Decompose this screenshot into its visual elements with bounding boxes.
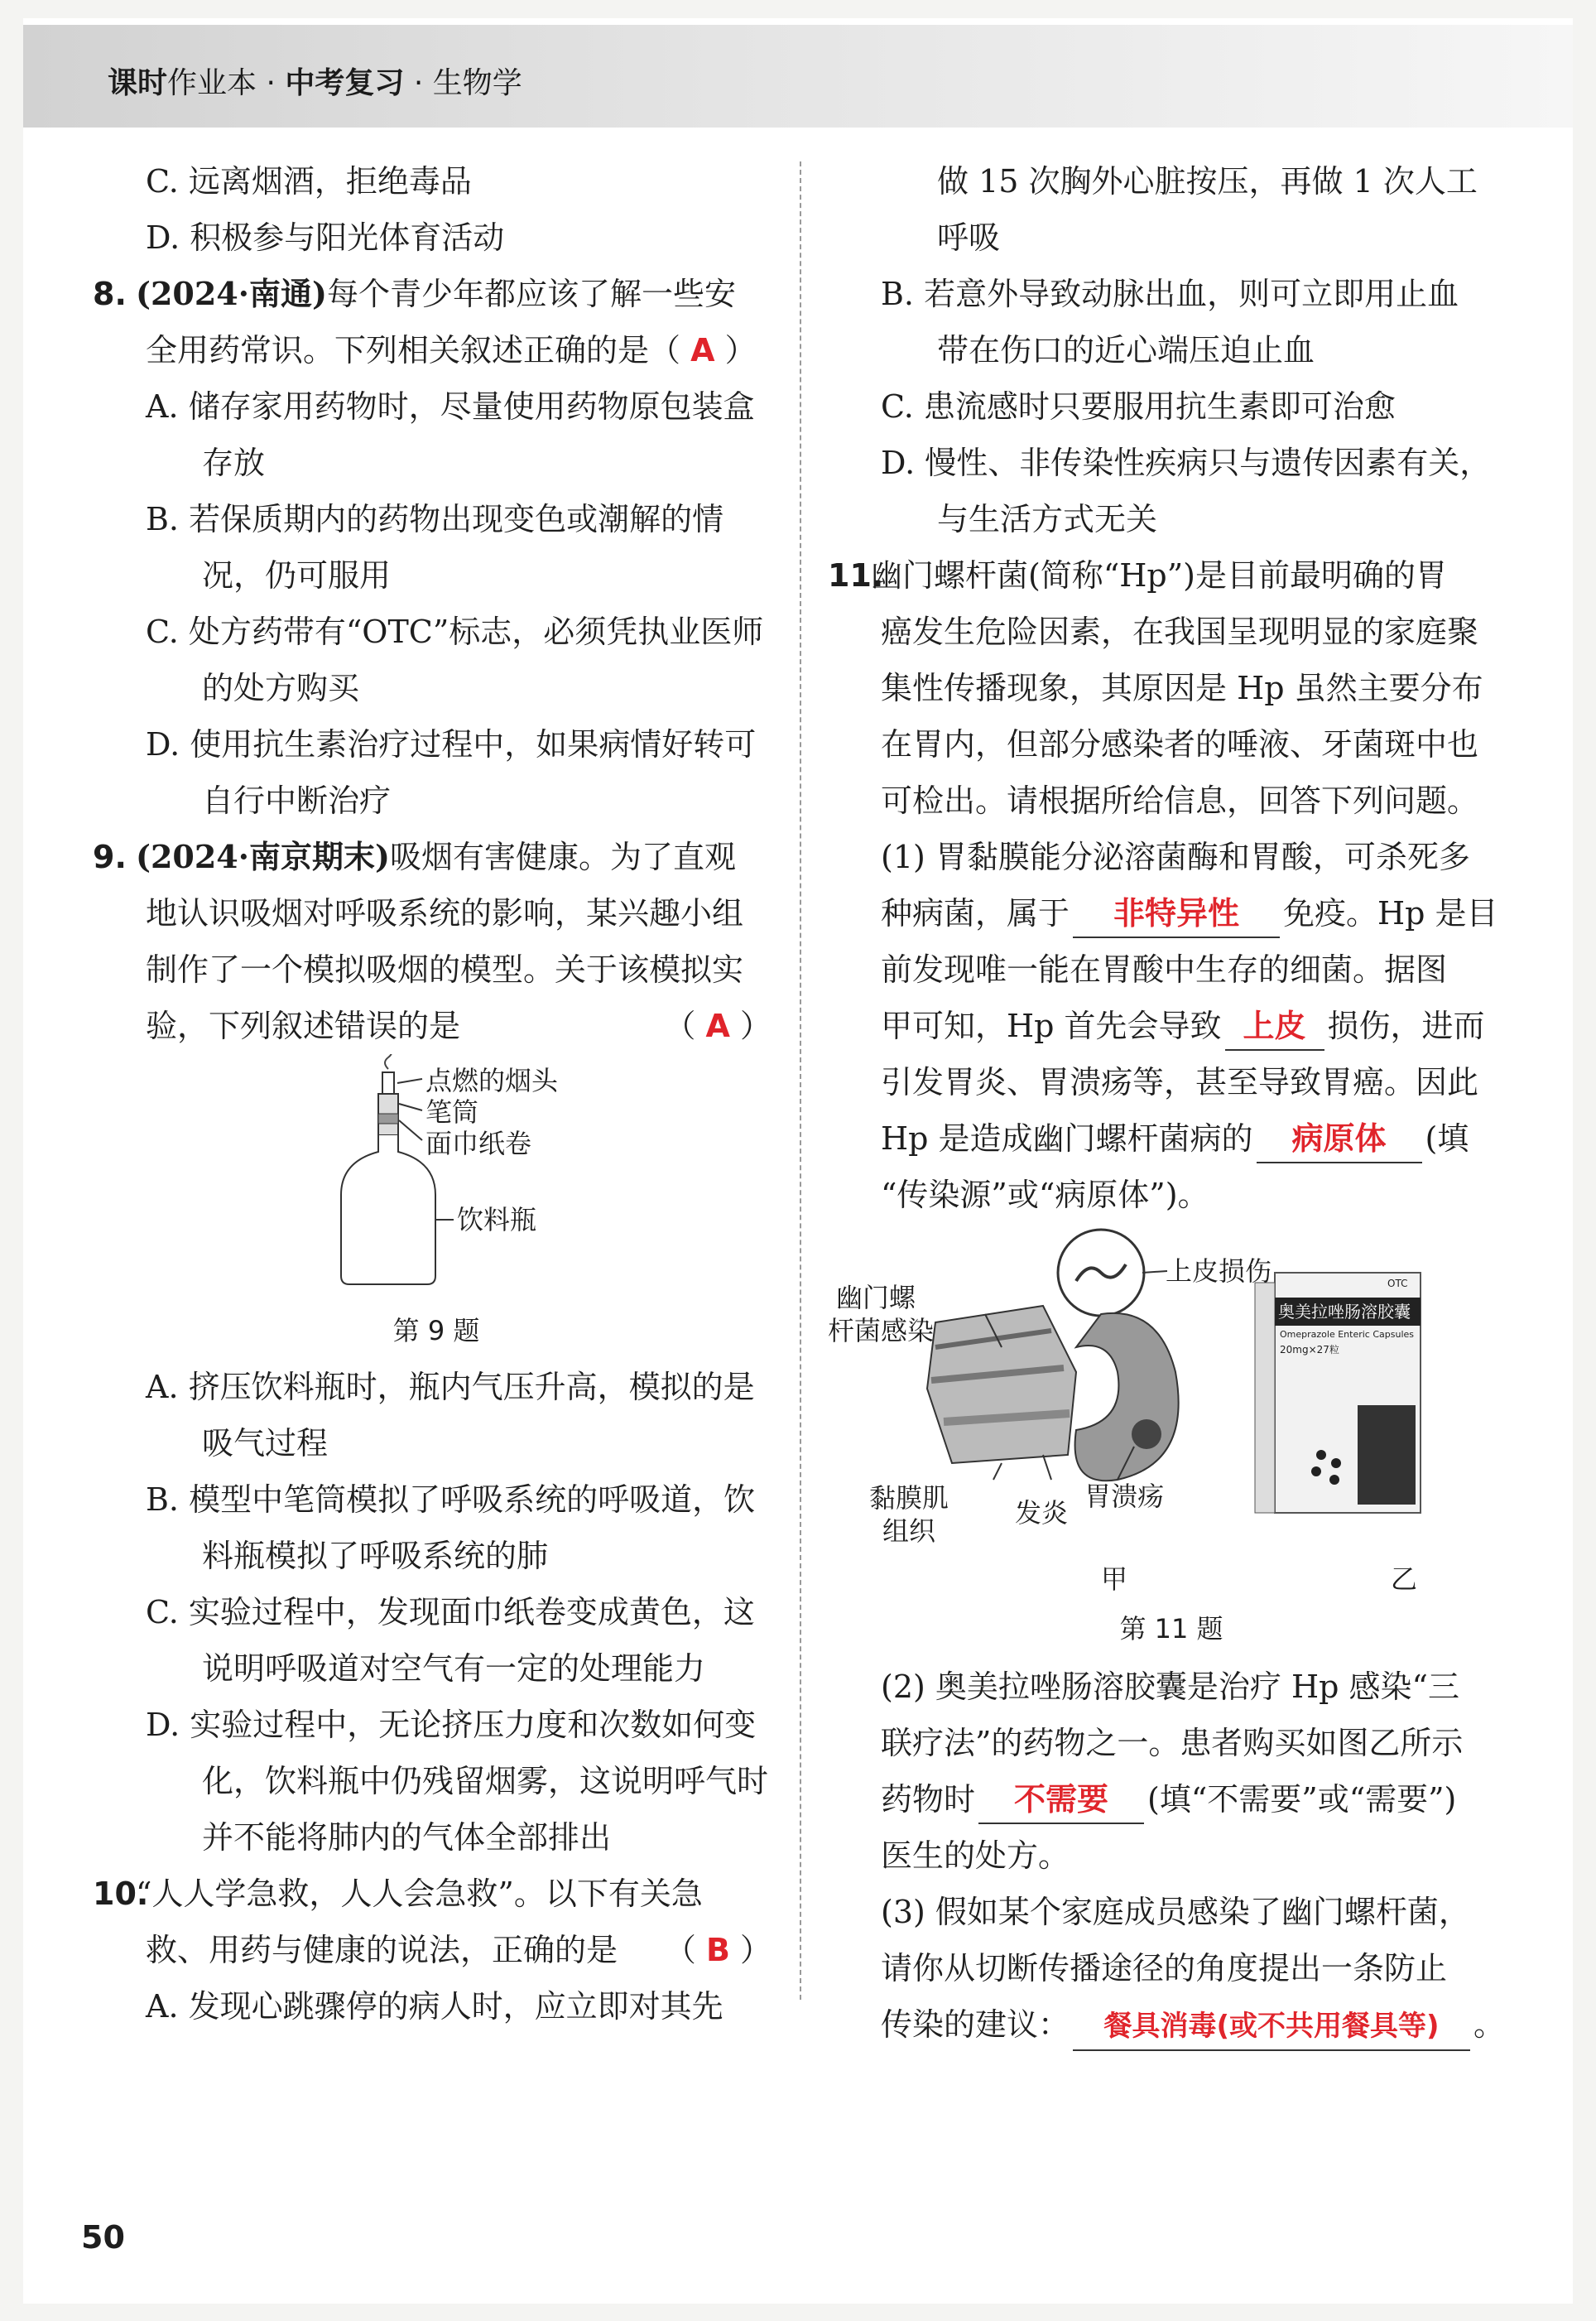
q11-stem1: 幽门螺杆菌(简称“Hp”)是目前最明确的胃 xyxy=(871,557,1447,594)
q11-stem-line1 xyxy=(828,547,1515,604)
stomach-icon xyxy=(1075,1313,1179,1481)
q10-stem-line1 xyxy=(93,1866,780,1922)
q9-figure xyxy=(93,1054,780,1303)
ulcer-spot-icon xyxy=(1132,1419,1161,1449)
header-title xyxy=(108,60,522,102)
label-drink-bottle: 饮料瓶 xyxy=(457,1204,537,1235)
header-sep: · xyxy=(266,66,276,100)
q9-answer: A xyxy=(705,1008,730,1044)
q9-number: 9. xyxy=(93,839,127,875)
label-gastric-ulcer: 胃溃疡 xyxy=(1084,1481,1165,1512)
q10-stem-line2 xyxy=(93,1922,780,1978)
q11-part3-line1: (3) 假如某个家庭成员感染了幽门螺杆菌， xyxy=(881,1894,1470,1930)
q11-p1-text: 损伤，进而 xyxy=(1327,1008,1485,1044)
q10-option-b: B. 若意外导致动脉出血，则可立即用止血 xyxy=(881,276,1459,312)
q11-stem5: 可检出。请根据所给信息，回答下列问题。 xyxy=(881,782,1479,819)
smoke-icon xyxy=(385,1054,392,1069)
q8-option-a-cont: 存放 xyxy=(202,445,266,481)
q10-option-b-cont: 带在伤口的近心端压迫止血 xyxy=(937,332,1315,368)
q10-number: 10. xyxy=(93,1876,149,1912)
label-hp-infection: 幽门螺 xyxy=(836,1282,916,1313)
q11-stem3: 集性传播现象，其原因是 Hp 虽然主要分布 xyxy=(881,670,1483,706)
q11-p1-text: (填 xyxy=(1425,1120,1469,1157)
q9-option-b-cont: 料瓶模拟了呼吸系统的肺 xyxy=(202,1538,549,1574)
q11-answer-pathogen: 病原体 xyxy=(1257,1115,1422,1163)
q8-stem1: 每个青少年都应该了解一些安 xyxy=(326,276,736,312)
q9-option-d-cont: 化，饮料瓶中仍残留烟雾，这说明呼气时 xyxy=(202,1763,769,1799)
q10-answer: B xyxy=(705,1932,730,1968)
q9-option-a-cont: 吸气过程 xyxy=(202,1425,329,1461)
q11-part1-line7: “传染源”或“病原体”)。 xyxy=(881,1177,1209,1213)
q11-part1-line4 xyxy=(828,998,1515,1054)
q10-option-a-cont2: 呼吸 xyxy=(937,219,1001,256)
q11-part1-line6 xyxy=(828,1110,1515,1167)
q11-part1-line5: 引发胃炎、胃溃疡等，甚至导致胃癌。因此 xyxy=(881,1064,1479,1100)
q11-figure-caption: 第 11 题 xyxy=(1119,1613,1223,1644)
label-tissue: 组织 xyxy=(882,1515,936,1547)
header-section: 中考复习 xyxy=(285,66,405,100)
q10-option-a-cont: 做 15 次胸外心脏按压，再做 1 次人工 xyxy=(937,163,1478,200)
q9-stem4: 验，下列叙述错误的是 xyxy=(146,1008,461,1044)
box-title-text: 奥美拉唑肠溶胶囊 xyxy=(1278,1302,1411,1322)
q8-option-d: D. 使用抗生素治疗过程中，如果病情好转可 xyxy=(146,726,757,763)
q11-part2-line1: (2) 奥美拉唑肠溶胶囊是治疗 Hp 感染“三 xyxy=(881,1669,1459,1705)
brand-rest: 作业本 xyxy=(167,66,257,100)
label-hp-infection-2: 杆菌感染 xyxy=(828,1315,935,1346)
q9-stem3: 制作了一个模拟吸烟的模型。关于该模拟实 xyxy=(146,951,744,988)
q9-stem-line1 xyxy=(93,829,780,885)
q8-option-a: A. 储存家用药物时，尽量使用药物原包装盒 xyxy=(146,388,755,425)
q11-part2-line4: 医生的处方。 xyxy=(881,1837,1070,1874)
q10-stem2: 救、用药与健康的说法，正确的是 xyxy=(146,1932,618,1968)
q8-source: (2024·南通) xyxy=(136,275,327,312)
q11-p3-text: 传染的建议： xyxy=(881,2006,1070,2043)
q9-source: (2024·南京期末) xyxy=(136,838,390,875)
q9-option-b: B. 模型中笔筒模拟了呼吸系统的呼吸道，饮 xyxy=(146,1481,756,1518)
q10-option-d: D. 慢性、非传染性疾病只与遗传因素有关， xyxy=(881,445,1492,481)
box-count-text: 20mg×27粒 xyxy=(1280,1344,1339,1356)
q9-stem2: 地认识吸烟对呼吸系统的影响，某兴趣小组 xyxy=(146,895,744,932)
page-number: 50 xyxy=(81,2219,125,2256)
q8-stem2: 全用药常识。下列相关叙述正确的是 xyxy=(146,332,650,368)
q10-option-c: C. 患流感时只要服用抗生素即可治愈 xyxy=(881,388,1396,425)
q10-stem1: “人人学急救，人人会急救”。以下有关急 xyxy=(136,1876,703,1912)
label-tissue-roll: 面巾纸卷 xyxy=(425,1128,532,1159)
label-inflammation: 发炎 xyxy=(1015,1497,1069,1529)
q9-option-a: A. 挤压饮料瓶时，瓶内气压升高，模拟的是 xyxy=(146,1369,755,1405)
q9-stem-line4 xyxy=(93,998,780,1054)
q11-p1-text: Hp 是造成幽门螺杆菌病的 xyxy=(881,1120,1253,1157)
q11-number: 11. xyxy=(828,557,884,594)
q11-p1-text: 甲可知，Hp 首先会导致 xyxy=(881,1008,1222,1044)
label-mucosa-muscle: 黏膜肌 xyxy=(869,1482,949,1514)
q11-figure xyxy=(828,1223,1515,1612)
q8-number: 8. xyxy=(93,276,127,312)
q10-option-d-cont: 与生活方式无关 xyxy=(937,501,1158,537)
q11-answer-nonspecific: 非特异性 xyxy=(1073,890,1280,938)
q7-option-d: D. 积极参与阳光体育活动 xyxy=(146,219,505,256)
header-subject: 生物学 xyxy=(432,66,522,100)
q9-figure-caption: 第 9 题 xyxy=(392,1315,480,1346)
q9-stem1: 吸烟有害健康。为了直观 xyxy=(389,839,736,875)
brand-bold: 课时 xyxy=(108,66,168,100)
q11-p2-text: (填“不需要”或“需要”) xyxy=(1147,1781,1457,1818)
q11-stem2: 癌发生危险因素，在我国呈现明显的家庭聚 xyxy=(881,614,1479,650)
box-subtitle-text: Omeprazole Enteric Capsules xyxy=(1280,1329,1414,1340)
tissue-roll-icon xyxy=(378,1114,398,1124)
q10-option-a: A. 发现心跳骤停的病人时，应立即对其先 xyxy=(146,1988,723,2025)
q11-part3-line2: 请你从切断传播途径的角度提出一条防止 xyxy=(881,1950,1448,1986)
column-divider xyxy=(800,161,801,2000)
bottle-icon xyxy=(341,1135,435,1284)
box-otc-mark: OTC xyxy=(1387,1278,1408,1289)
q8-option-d-cont: 自行中断治疗 xyxy=(202,782,392,819)
q11-part1-line2 xyxy=(828,885,1515,941)
q7-option-c: C. 远离烟酒，拒绝毒品 xyxy=(146,163,472,200)
q11-p1-text: 免疫。Hp 是目 xyxy=(1283,895,1498,932)
q9-option-d: D. 实验过程中，无论挤压力度和次数如何变 xyxy=(146,1707,757,1743)
cigarette-icon xyxy=(382,1072,394,1094)
q8-option-b: B. 若保质期内的药物出现变色或潮解的情 xyxy=(146,501,724,537)
q11-p1-text: 种病菌，属于 xyxy=(881,895,1070,932)
q11-part3-line3 xyxy=(828,1996,1515,2053)
q11-part1-line1: (1) 胃黏膜能分泌溶菌酶和胃酸，可杀死多 xyxy=(881,839,1470,875)
q9-option-d-cont2: 并不能将肺内的气体全部排出 xyxy=(202,1819,612,1856)
q8-option-b-cont: 况，仍可服用 xyxy=(202,557,392,594)
q11-answer-disinfect-tableware: 餐具消毒(或不共用餐具等) xyxy=(1073,2003,1470,2051)
label-lit-cigarette: 点燃的烟头 xyxy=(425,1065,559,1096)
q11-answer-no-prescription: 不需要 xyxy=(978,1776,1144,1824)
q11-p2-text: 药物时 xyxy=(881,1781,976,1818)
q11-answer-epithelium: 上皮 xyxy=(1225,1003,1324,1051)
label-epithelial-damage: 上皮损伤 xyxy=(1166,1255,1272,1287)
label-figure-b: 乙 xyxy=(1391,1563,1418,1595)
q11-stem4: 在胃内，但部分感染者的唾液、牙菌斑中也 xyxy=(881,726,1479,763)
q8-stem-line1 xyxy=(93,266,780,322)
q11-part2-line2: 联疗法”的药物之一。患者购买如图乙所示 xyxy=(881,1725,1464,1761)
q8-option-c: C. 处方药带有“OTC”标志，必须凭执业医师 xyxy=(146,614,764,650)
q11-p3-text: 。 xyxy=(1473,2006,1506,2043)
right-column xyxy=(828,153,1515,2053)
q9-answer-paren: （ A ） xyxy=(664,1008,772,1044)
q11-part1-line3: 前发现唯一能在胃酸中生存的细菌。据图 xyxy=(881,951,1448,988)
label-pen-tube: 笔筒 xyxy=(425,1096,479,1128)
q8-answer: A xyxy=(690,332,715,368)
q10-answer-paren: （ B ） xyxy=(664,1932,772,1968)
q11-part2-line3 xyxy=(828,1771,1515,1827)
header-sep: · xyxy=(413,66,424,100)
mucosa-tissue-icon xyxy=(927,1306,1076,1463)
q9-option-c: C. 实验过程中，发现面巾纸卷变成黄色，这 xyxy=(146,1594,755,1630)
left-column xyxy=(93,153,780,2034)
q8-stem-line2: 全用药常识。下列相关叙述正确的是（ A ） xyxy=(146,332,757,368)
label-figure-a: 甲 xyxy=(1101,1563,1128,1595)
q9-option-c-cont: 说明呼吸道对空气有一定的处理能力 xyxy=(202,1650,706,1687)
q8-option-c-cont: 的处方购买 xyxy=(202,670,360,706)
